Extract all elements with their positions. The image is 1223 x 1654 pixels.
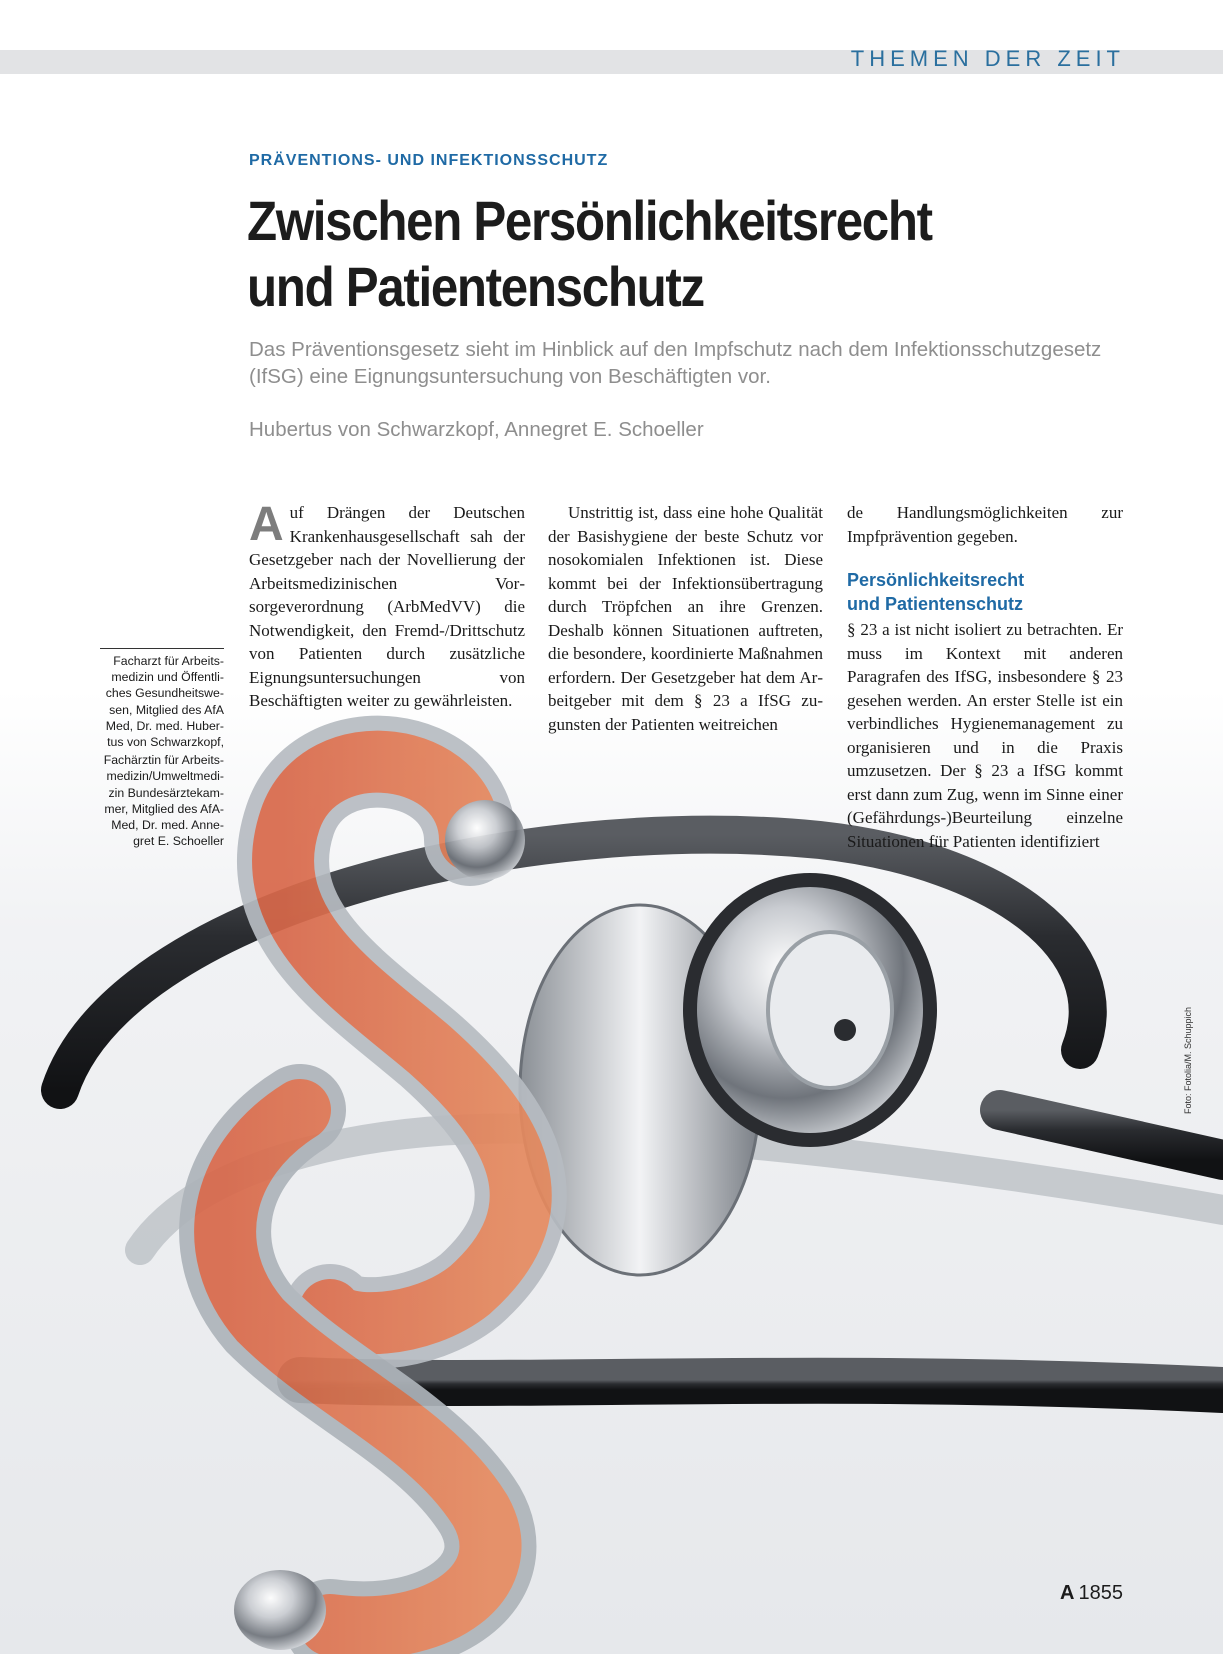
paragraph-continuation: de Handlungsmöglichkeiten zur Impfprävention gegeben.	[847, 503, 1123, 546]
stethoscope-lower-tube-icon	[300, 1380, 1223, 1390]
section-title: THEMEN DER ZEIT	[850, 46, 1125, 71]
article-lead: Das Präventionsgesetz sieht im Hinblick auf den Impfschutz nach dem Infektionsschutzgesetz (IfSG) eine Eignungsuntersuchung von Beschäftigten vor.	[249, 338, 1102, 388]
author-sidenote	[100, 648, 224, 851]
page-number	[1060, 1582, 1123, 1605]
paragraph-section-23a: § 23 a ist nicht isoliert zu betrachten. Er muss im Kontext mit anderen Paragrafen des IfSG, insbesondere § 23 gesehen werden. An erster Stelle ist ein verbindliches Hygienemanagement zu organisieren und in die Praxis umzusetzen. Der § 23 a IfSG kommt erst dann zum Zug, wenn im Sinne einer (Gefährdungs-)Beurteilung einzelne Situationen für Patienten identifiziert	[847, 620, 1123, 851]
subheading	[847, 568, 1123, 616]
author-note-1: Facharzt für Arbeitsmedizin und Öffentliches Gesundheitswesen, Mitglied des AfA Med, Dr. med. Hubertus von Schwarzkopf,	[105, 654, 224, 750]
article-authors: Hubertus von Schwarzkopf, Annegret E. Schoeller	[249, 418, 704, 441]
paragraph-basishygiene: Unstrittig ist, dass eine hohe Qualität der Basishygiene der beste Schutz vor nosokomialen Infektionen ist. Diese kommt bei der Infektionsübertragung durch Tröpfchen an ihre Grenzen. Deshalb können Situationen auftreten, die besondere, koordinierte Maßnahmen erfordern. Der Gesetzgeber hat dem Arbeitgeber mit dem § 23 a IfSG zugunsten der Patienten weitreichen	[548, 503, 823, 734]
headline-line-2: und Patientenschutz	[247, 255, 704, 318]
page-prefix: A	[1060, 1582, 1075, 1604]
author-note-2: Fachärztin für Arbeitsmedizin/Umweltmedizin Bundesärztekammer, Mitglied des AfA-Med, Dr. med. Annegret E. Schoeller	[103, 753, 224, 849]
paragraph-intro	[249, 498, 525, 713]
paragraph-intro-text: uf Drängen der Deutschen Krankenhausgesellschaft sah der Gesetzgeber nach der Novellierung der Arbeitsmedizinischen Vorsorgeverordnung (ArbMedVV) die Notwendigkeit, den Fremd-/Drittschutz von Patienten durch zusätzliche Eignungsuntersuchungen von Beschäftigten weiter zu gewährleisten.	[249, 503, 525, 710]
photo-credit: Foto: Fotolia/M. Schuppich	[1183, 1006, 1193, 1114]
dropcap: A	[249, 498, 284, 551]
article-column-3	[847, 501, 1123, 853]
article-column-2	[548, 501, 823, 736]
article-kicker: PRÄVENTIONS- UND INFEKTIONSSCHUTZ	[249, 152, 609, 169]
article-headline	[247, 188, 1039, 320]
page-number-value: 1855	[1078, 1582, 1123, 1604]
subheading-line-1: Persönlichkeitsrecht	[847, 570, 1025, 590]
headline-line-1: Zwischen Persönlichkeitsrecht	[247, 189, 932, 252]
article-column-1	[249, 498, 525, 713]
subheading-line-2: und Patientenschutz	[847, 594, 1024, 614]
